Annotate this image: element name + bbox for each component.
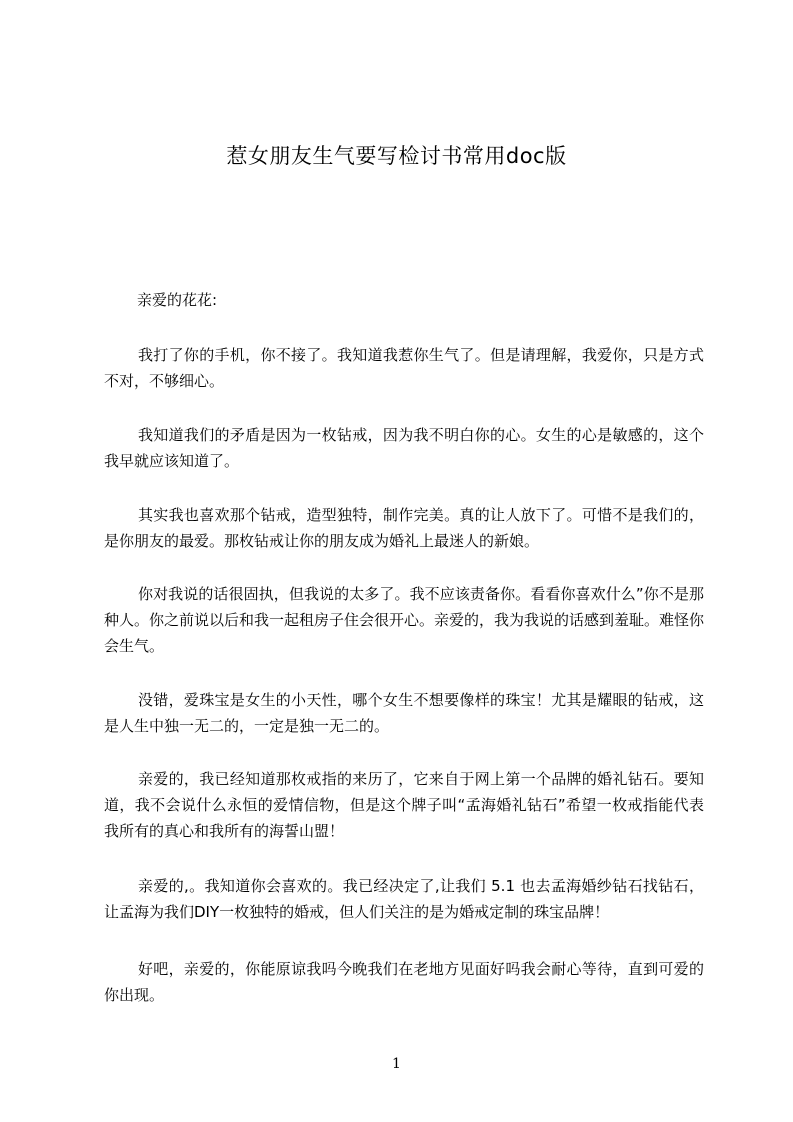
- document-title: 惹女朋友生气要写检讨书常用doc版: [226, 144, 567, 168]
- paragraph: 我打了你的手机，你不接了。我知道我惹你生气了。但是请理解，我爱你，只是方式不对，不够细心。: [104, 346, 704, 390]
- page-number: 1: [392, 1056, 401, 1072]
- paragraph: 你对我说的话很固执，但我说的太多了。我不应该责备你。看看你喜欢什么”你不是那种人。你之前说以后和我一起租房子住会很开心。亲爱的，我为我说的话感到羞耻。难怪你会生气。: [104, 585, 705, 655]
- paragraph: 好吧，亲爱的，你能原谅我吗今晚我们在老地方见面好吗我会耐心等待，直到可爱的你出现。: [104, 960, 704, 1004]
- salutation: 亲爱的花花:: [137, 291, 218, 309]
- paragraph: 我知道我们的矛盾是因为一枚钻戒，因为我不明白你的心。女生的心是敏感的，这个我早就应该知道了。: [104, 426, 704, 470]
- paragraph: 亲爱的，我已经知道那枚戒指的来历了，它来自于网上第一个品牌的婚礼钻石。要知道，我不会说什么永恒的爱情信物，但是这个牌子叫“孟海婚礼钻石”希望一枚戒指能代表我所有的真心和我所有的海誓山盟！: [104, 770, 704, 840]
- paragraph: 没错，爱珠宝是女生的小天性，哪个女生不想要像样的珠宝！尤其是耀眼的钻戒，这是人生中独一无二的，一定是独一无二的。: [104, 691, 704, 735]
- paragraph: 亲爱的,。我知道你会喜欢的。我已经决定了,让我们 5.1 也去孟海婚纱钻石找钻石，让孟海为我们DIY一枚独特的婚戒，但人们关注的是为婚戒定制的珠宝品牌！: [104, 877, 704, 921]
- paragraph: 其实我也喜欢那个钻戒，造型独特，制作完美。真的让人放下了。可惜不是我们的，是你朋友的最爱。那枚钻戒让你的朋友成为婚礼上最迷人的新娘。: [104, 506, 704, 550]
